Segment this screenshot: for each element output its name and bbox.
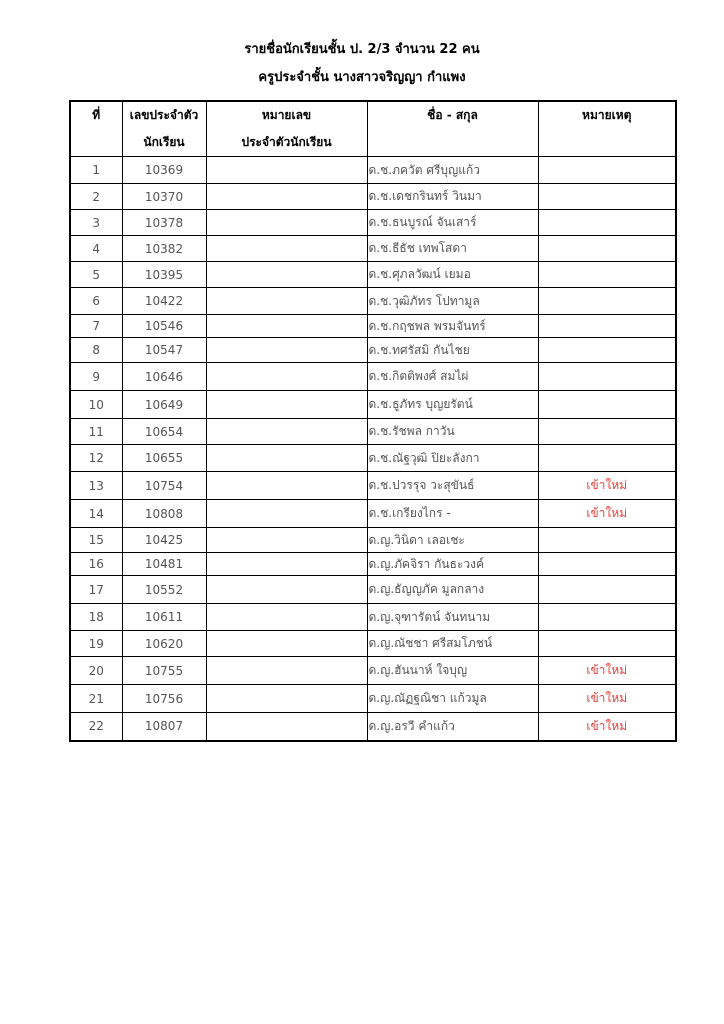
student-name: ด.ช.วุฒิภัทร โปทามูล <box>367 288 538 315</box>
row-number: 13 <box>70 472 122 500</box>
table-row <box>70 157 676 184</box>
header-name: ชื่อ - สกุล <box>367 101 538 157</box>
header-student-id-line1: เลขประจำตัว <box>129 108 199 122</box>
row-number: 22 <box>70 713 122 741</box>
remark <box>538 391 676 419</box>
student-id: 10370 <box>122 184 206 210</box>
header-no: ที่ <box>70 101 122 157</box>
remark <box>538 288 676 315</box>
student-name: ด.ญ.ฮันนาห์ ใจบุญ <box>367 657 538 685</box>
remark <box>538 338 676 363</box>
student-id: 10378 <box>122 210 206 236</box>
student-id: 10807 <box>122 713 206 741</box>
remark <box>538 528 676 553</box>
remark <box>538 445 676 472</box>
row-number: 8 <box>70 338 122 363</box>
student-id: 10655 <box>122 445 206 472</box>
row-number: 21 <box>70 685 122 713</box>
table-row <box>70 262 676 288</box>
student-name: ด.ญ.จุฑารัตน์ จันทนาม <box>367 604 538 631</box>
student-id: 10808 <box>122 500 206 528</box>
student-id: 10547 <box>122 338 206 363</box>
student-id: 10654 <box>122 419 206 445</box>
national-id <box>206 713 367 741</box>
remark <box>538 210 676 236</box>
national-id <box>206 657 367 685</box>
header-national-id-line2: ประจำตัวนักเรียน <box>241 135 332 149</box>
table-row <box>70 288 676 315</box>
student-name: ด.ช.ธนบูรณ์ จันเสาร์ <box>367 210 538 236</box>
homeroom-teacher: ครูประจำชั้น นางสาวจริญญา กำแพง <box>258 70 466 85</box>
student-id: 10382 <box>122 236 206 262</box>
student-id: 10546 <box>122 315 206 338</box>
remark <box>538 157 676 184</box>
row-number: 15 <box>70 528 122 553</box>
table-row <box>70 576 676 604</box>
table-row <box>70 472 676 500</box>
national-id <box>206 391 367 419</box>
national-id <box>206 631 367 657</box>
student-id: 10395 <box>122 262 206 288</box>
student-name: ด.ญ.ธัญญภัค มูลกลาง <box>367 576 538 604</box>
student-name: ด.ช.เกรียงไกร - <box>367 500 538 528</box>
table-row <box>70 363 676 391</box>
student-name: ด.ช.ปวรรุจ วะสุขันธ์ <box>367 472 538 500</box>
remark <box>538 631 676 657</box>
national-id <box>206 528 367 553</box>
table-row <box>70 315 676 338</box>
remark: เข้าใหม่ <box>538 500 676 528</box>
table-row <box>70 528 676 553</box>
national-id <box>206 553 367 576</box>
remark <box>538 363 676 391</box>
remark <box>538 604 676 631</box>
header-national-id-line1: หมายเลข <box>261 108 312 122</box>
document-title: รายชื่อนักเรียนชั้น ป. 2/3 จำนวน 22 คน <box>244 42 480 57</box>
national-id <box>206 685 367 713</box>
remark <box>538 419 676 445</box>
header-student-id-line2: นักเรียน <box>143 135 185 149</box>
national-id <box>206 157 367 184</box>
table-header-row <box>70 101 676 157</box>
row-number: 19 <box>70 631 122 657</box>
table-row <box>70 553 676 576</box>
table-row <box>70 445 676 472</box>
table-row <box>70 500 676 528</box>
student-id: 10756 <box>122 685 206 713</box>
student-name: ด.ช.กิตติพงศ์ สมไผ่ <box>367 363 538 391</box>
national-id <box>206 472 367 500</box>
table-row <box>70 236 676 262</box>
table-row <box>70 713 676 741</box>
row-number: 14 <box>70 500 122 528</box>
row-number: 18 <box>70 604 122 631</box>
row-number: 6 <box>70 288 122 315</box>
row-number: 9 <box>70 363 122 391</box>
row-number: 2 <box>70 184 122 210</box>
row-number: 1 <box>70 157 122 184</box>
row-number: 10 <box>70 391 122 419</box>
remark: เข้าใหม่ <box>538 713 676 741</box>
remark <box>538 553 676 576</box>
table-body <box>70 157 676 741</box>
table-row <box>70 210 676 236</box>
header-national-id <box>206 101 367 157</box>
student-name: ด.ญ.ณัฏฐณิชา แก้วมูล <box>367 685 538 713</box>
table-row <box>70 184 676 210</box>
student-name: ด.ช.กฤชพล พรมจันทร์ <box>367 315 538 338</box>
national-id <box>206 184 367 210</box>
student-name: ด.ช.ธูภัทร บุญยรัตน์ <box>367 391 538 419</box>
student-id: 10611 <box>122 604 206 631</box>
student-name: ด.ช.ทศรัสมิ กันไชย <box>367 338 538 363</box>
national-id <box>206 338 367 363</box>
national-id <box>206 236 367 262</box>
national-id <box>206 604 367 631</box>
national-id <box>206 419 367 445</box>
student-name: ด.ญ.วินิดา เลอเชะ <box>367 528 538 553</box>
student-id: 10425 <box>122 528 206 553</box>
row-number: 7 <box>70 315 122 338</box>
table-row <box>70 391 676 419</box>
student-id: 10754 <box>122 472 206 500</box>
remark <box>538 236 676 262</box>
national-id <box>206 210 367 236</box>
remark <box>538 262 676 288</box>
student-id: 10620 <box>122 631 206 657</box>
row-number: 16 <box>70 553 122 576</box>
student-name: ด.ญ.ภัคจิรา กันธะวงค์ <box>367 553 538 576</box>
remark <box>538 315 676 338</box>
row-number: 11 <box>70 419 122 445</box>
row-number: 3 <box>70 210 122 236</box>
remark: เข้าใหม่ <box>538 472 676 500</box>
student-id: 10755 <box>122 657 206 685</box>
student-name: ด.ช.ภควัต ศรีบุญแก้ว <box>367 157 538 184</box>
student-name: ด.ช.เดชกรินทร์ วินมา <box>367 184 538 210</box>
row-number: 20 <box>70 657 122 685</box>
student-name: ด.ช.ณัฐวุฒิ ปิยะลังกา <box>367 445 538 472</box>
national-id <box>206 363 367 391</box>
header-student-id <box>122 101 206 157</box>
remark: เข้าใหม่ <box>538 657 676 685</box>
row-number: 5 <box>70 262 122 288</box>
row-number: 17 <box>70 576 122 604</box>
student-id: 10422 <box>122 288 206 315</box>
national-id <box>206 576 367 604</box>
row-number: 12 <box>70 445 122 472</box>
row-number: 4 <box>70 236 122 262</box>
remark <box>538 576 676 604</box>
student-name: ด.ช.ศุภลวัฒน์ เยมอ <box>367 262 538 288</box>
remark <box>538 184 676 210</box>
national-id <box>206 262 367 288</box>
national-id <box>206 500 367 528</box>
national-id <box>206 445 367 472</box>
national-id <box>206 315 367 338</box>
student-roster-table <box>69 100 677 742</box>
remark: เข้าใหม่ <box>538 685 676 713</box>
student-name: ด.ญ.อรวี คำแก้ว <box>367 713 538 741</box>
student-name: ด.ช.รัชพล กาวัน <box>367 419 538 445</box>
table-row <box>70 338 676 363</box>
table-row <box>70 604 676 631</box>
table-row <box>70 631 676 657</box>
student-name: ด.ญ.ณัชชา ศรีสมโภชน์ <box>367 631 538 657</box>
table-row <box>70 419 676 445</box>
student-id: 10552 <box>122 576 206 604</box>
table-row <box>70 657 676 685</box>
student-id: 10369 <box>122 157 206 184</box>
national-id <box>206 288 367 315</box>
table-row <box>70 685 676 713</box>
student-name: ด.ช.ธีธัช เทพโสดา <box>367 236 538 262</box>
student-id: 10481 <box>122 553 206 576</box>
student-id: 10646 <box>122 363 206 391</box>
header-remark: หมายเหตุ <box>538 101 676 157</box>
student-id: 10649 <box>122 391 206 419</box>
